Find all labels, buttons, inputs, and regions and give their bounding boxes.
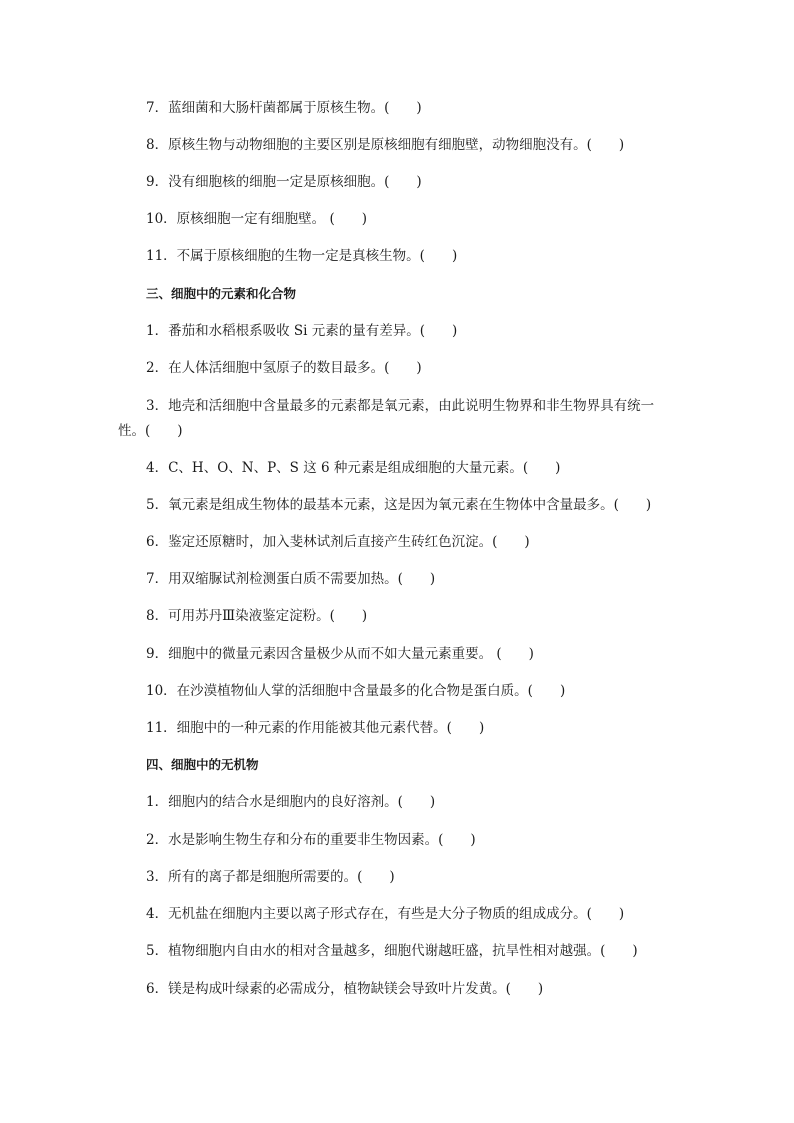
statement-item: 3．所有的离子都是细胞所需要的。( ) bbox=[146, 869, 395, 885]
statement-item: 9．没有细胞核的细胞一定是原核细胞。( ) bbox=[146, 174, 422, 190]
statement-item: 11．不属于原核细胞的生物一定是真核生物。( ) bbox=[146, 248, 458, 264]
statement-item: 11．细胞中的一种元素的作用能被其他元素代替。( ) bbox=[146, 720, 485, 736]
statement-item: 7．用双缩脲试剂检测蛋白质不需要加热。( ) bbox=[146, 571, 436, 587]
statement-item: 4．C、H、O、N、P、S 这 6 种元素是组成细胞的大量元素。( ) bbox=[146, 460, 561, 476]
statement-item: 9．细胞中的微量元素因含量极少从而不如大量元素重要。 ( ) bbox=[146, 646, 534, 662]
statement-item: 2．水是影响生物生存和分布的重要非生物因素。( ) bbox=[146, 832, 476, 848]
statement-item: 3．地壳和活细胞中含量最多的元素都是氧元素，由此说明生物界和非生物界具有统一 bbox=[146, 398, 655, 414]
statement-item: 10．原核细胞一定有细胞壁。 ( ) bbox=[146, 211, 368, 227]
section-heading: 四、细胞中的无机物 bbox=[146, 757, 259, 772]
statement-item: 7．蓝细菌和大肠杆菌都属于原核生物。( ) bbox=[146, 100, 422, 116]
statement-item: 4．无机盐在细胞内主要以离子形式存在，有些是大分子物质的组成成分。( ) bbox=[146, 906, 625, 922]
statement-item: 1．番茄和水稻根系吸收 Si 元素的量有差异。( ) bbox=[146, 323, 458, 339]
statement-item: 1．细胞内的结合水是细胞内的良好溶剂。( ) bbox=[146, 794, 436, 810]
statement-item: 10．在沙漠植物仙人掌的活细胞中含量最多的化合物是蛋白质。( ) bbox=[146, 683, 566, 699]
statement-item: 8．可用苏丹Ⅲ染液鉴定淀粉。( ) bbox=[146, 608, 368, 624]
section-heading: 三、细胞中的元素和化合物 bbox=[146, 286, 297, 301]
statement-item: 5．氧元素是组成生物体的最基本元素，这是因为氧元素在生物体中含量最多。( ) bbox=[146, 497, 652, 513]
statement-item: 2．在人体活细胞中氢原子的数目最多。( ) bbox=[146, 360, 422, 376]
statement-item-continuation: 性。( ) bbox=[118, 423, 183, 439]
statement-item: 6．镁是构成叶绿素的必需成分，植物缺镁会导致叶片发黄。( ) bbox=[146, 981, 544, 997]
statement-item: 8．原核生物与动物细胞的主要区别是原核细胞有细胞壁，动物细胞没有。( ) bbox=[146, 137, 625, 153]
statement-item: 6．鉴定还原糖时，加入斐林试剂后直接产生砖红色沉淀。( ) bbox=[146, 534, 530, 550]
statement-item: 5．植物细胞内自由水的相对含量越多，细胞代谢越旺盛，抗旱性相对越强。( ) bbox=[146, 943, 638, 959]
